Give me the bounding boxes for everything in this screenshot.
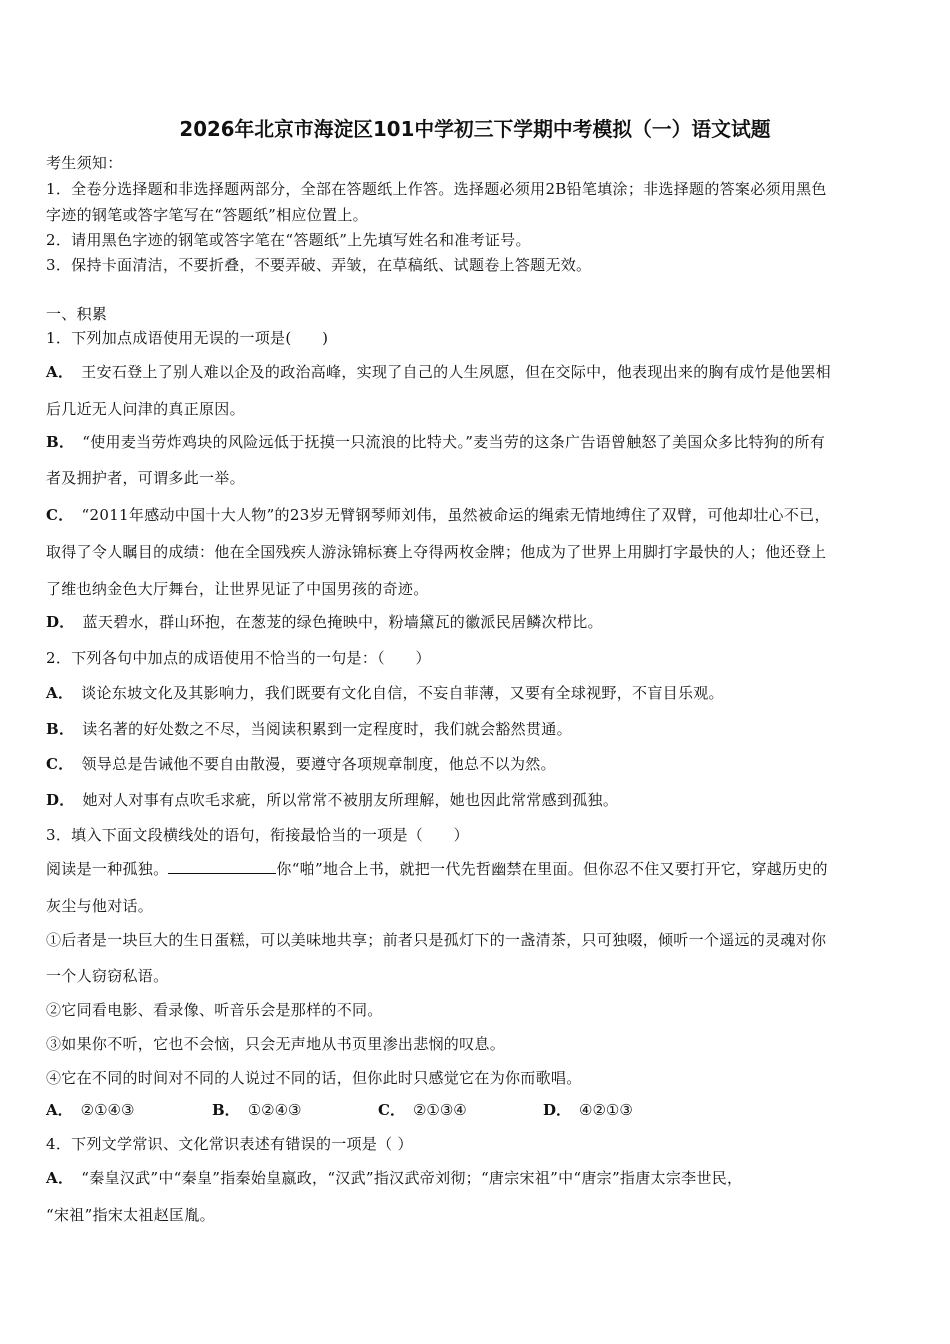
question-3-sentence-4: ④它在不同的时间对不同的人说过不同的话，但你此时只感觉它在为你而歌唱。 <box>46 1069 582 1087</box>
question-2-option-c <box>46 753 556 774</box>
question-2-option-d <box>46 789 618 810</box>
question-1-option-d <box>46 611 603 632</box>
question-3-sentence-1-cont: 一个人窃窃私语。 <box>46 967 169 985</box>
question-3-sentence-1: ①后者是一块巨大的生日蛋糕，可以美味地共享；前者只是孤灯下的一盏清茶，只可独啜，倾听一个遥远的灵魂对你 <box>46 931 827 949</box>
question-3-passage <box>46 858 828 879</box>
question-2-option-b <box>46 718 572 739</box>
option-text: “使用麦当劳炸鸡块的风险远低于抚摸一只流浪的比特犬。”麦当劳的这条广告语曾触怒了美国众多比特狗的所有 <box>82 433 826 451</box>
question-2-stem: 2．下列各句中加点的成语使用不恰当的一句是：（ ） <box>46 649 431 667</box>
option-label: A． <box>46 1101 73 1119</box>
question-3-sentence-2: ②它同看电影、看录像、听音乐会是那样的不同。 <box>46 1001 383 1019</box>
question-1-option-b-cont: 者及拥护者，可谓多此一举。 <box>46 469 245 487</box>
fill-blank <box>168 859 276 874</box>
option-text: 读名著的好处数之不尽，当阅读积累到一定程度时，我们就会豁然贯通。 <box>82 720 572 738</box>
question-1-option-a-cont: 后几近无人问津的真正原因。 <box>46 400 245 418</box>
question-3-passage-cont: 灰尘与他对话。 <box>46 897 154 915</box>
option-label: A． <box>46 684 74 702</box>
option-label: C． <box>46 506 74 524</box>
option-label: D． <box>46 613 75 631</box>
option-text: “秦皇汉武”中“秦皇”指秦始皇嬴政，“汉武”指汉武帝刘彻；“唐宗宋祖”中“唐宗”指唐太宗李世民， <box>81 1169 743 1187</box>
question-4-option-a <box>46 1167 742 1188</box>
option-text: ④②①③ <box>579 1101 633 1119</box>
question-1-option-c-cont: 了维也纳金色大厅舞台，让世界见证了中国男孩的奇迹。 <box>46 580 429 598</box>
notice-item: 2．请用黑色字迹的钢笔或答字笔在“答题纸”上先填写姓名和准考证号。 <box>46 231 531 249</box>
option-label: D． <box>46 791 75 809</box>
passage-text: 你“啪”地合上书，就把一代先哲幽禁在里面。但你忍不住又要打开它，穿越历史的 <box>276 860 828 878</box>
question-3-option-b <box>212 1099 301 1120</box>
option-label: B． <box>46 720 75 738</box>
option-label: D． <box>543 1101 572 1119</box>
question-3-sentence-3: ③如果你不听，它也不会恼，只会无声地从书页里渗出悲悯的叹息。 <box>46 1035 506 1053</box>
option-text: 蓝天碧水，群山环抱，在葱茏的绿色掩映中，粉墙黛瓦的徽派民居鳞次栉比。 <box>82 613 603 631</box>
option-label: C． <box>46 755 74 773</box>
option-label: B． <box>46 433 75 451</box>
option-text: ②①④③ <box>80 1101 135 1119</box>
notice-item: 字迹的钢笔或答字笔写在“答题纸”相应位置上。 <box>46 206 368 224</box>
option-label: A． <box>46 363 74 381</box>
notice-heading: 考生须知： <box>46 154 123 172</box>
question-1-option-c-cont: 取得了令人瞩目的成绩：他在全国残疾人游泳锦标赛上夺得两枚金牌；他成为了世界上用脚打字最快的人；他还登上 <box>46 543 827 561</box>
question-1-option-c <box>46 504 830 525</box>
option-label: B． <box>212 1101 240 1119</box>
option-text: 她对人对事有点吹毛求疵，所以常常不被朋友所理解，她也因此常常感到孤独。 <box>82 791 619 809</box>
page-title: 2026年北京市海淀区101中学初三下学期中考模拟（一）语文试题 <box>179 117 771 141</box>
question-1-option-a <box>46 361 831 382</box>
option-text: ①②④③ <box>247 1101 302 1119</box>
question-4-option-a-cont: “宋祖”指宋太祖赵匡胤。 <box>46 1206 215 1224</box>
option-label: C． <box>378 1101 405 1119</box>
option-label: A． <box>46 1169 74 1187</box>
option-text: ②①③④ <box>412 1101 467 1119</box>
question-1-stem: 1．下列加点成语使用无误的一项是( ) <box>46 329 329 347</box>
question-1-option-b <box>46 431 825 452</box>
passage-text: 阅读是一种孤独。 <box>46 860 169 878</box>
option-text: “2011年感动中国十大人物”的23岁无臂钢琴师刘伟，虽然被命运的绳索无情地缚住了双臂，可他却壮心不已， <box>81 506 830 524</box>
question-3-option-a <box>46 1099 134 1120</box>
notice-item: 1．全卷分选择题和非选择题两部分，全部在答题纸上作答。选择题必须用2B铅笔填涂；非选择题的答案必须用黑色 <box>46 180 827 198</box>
question-3-stem: 3．填入下面文段横线处的语句，衔接最恰当的一项是（ ） <box>46 826 469 844</box>
question-2-option-a <box>46 682 724 703</box>
section-heading: 一、积累 <box>46 305 108 323</box>
question-3-option-d <box>543 1099 633 1120</box>
option-text: 谈论东坡文化及其影响力，我们既要有文化自信，不妄自菲薄，又要有全球视野，不盲目乐观。 <box>81 684 724 702</box>
question-4-stem: 4．下列文学常识、文化常识表述有错误的一项是（ ） <box>46 1135 413 1153</box>
notice-item: 3．保持卡面清洁，不要折叠，不要弄破、弄皱，在草稿纸、试题卷上答题无效。 <box>46 256 592 274</box>
question-3-option-c <box>378 1099 467 1120</box>
option-text: 领导总是告诫他不要自由散漫，要遵守各项规章制度，他总不以为然。 <box>81 755 556 773</box>
option-text: 王安石登上了别人难以企及的政治高峰，实现了自己的人生夙愿，但在交际中，他表现出来的胸有成竹是他罢相 <box>81 363 831 381</box>
